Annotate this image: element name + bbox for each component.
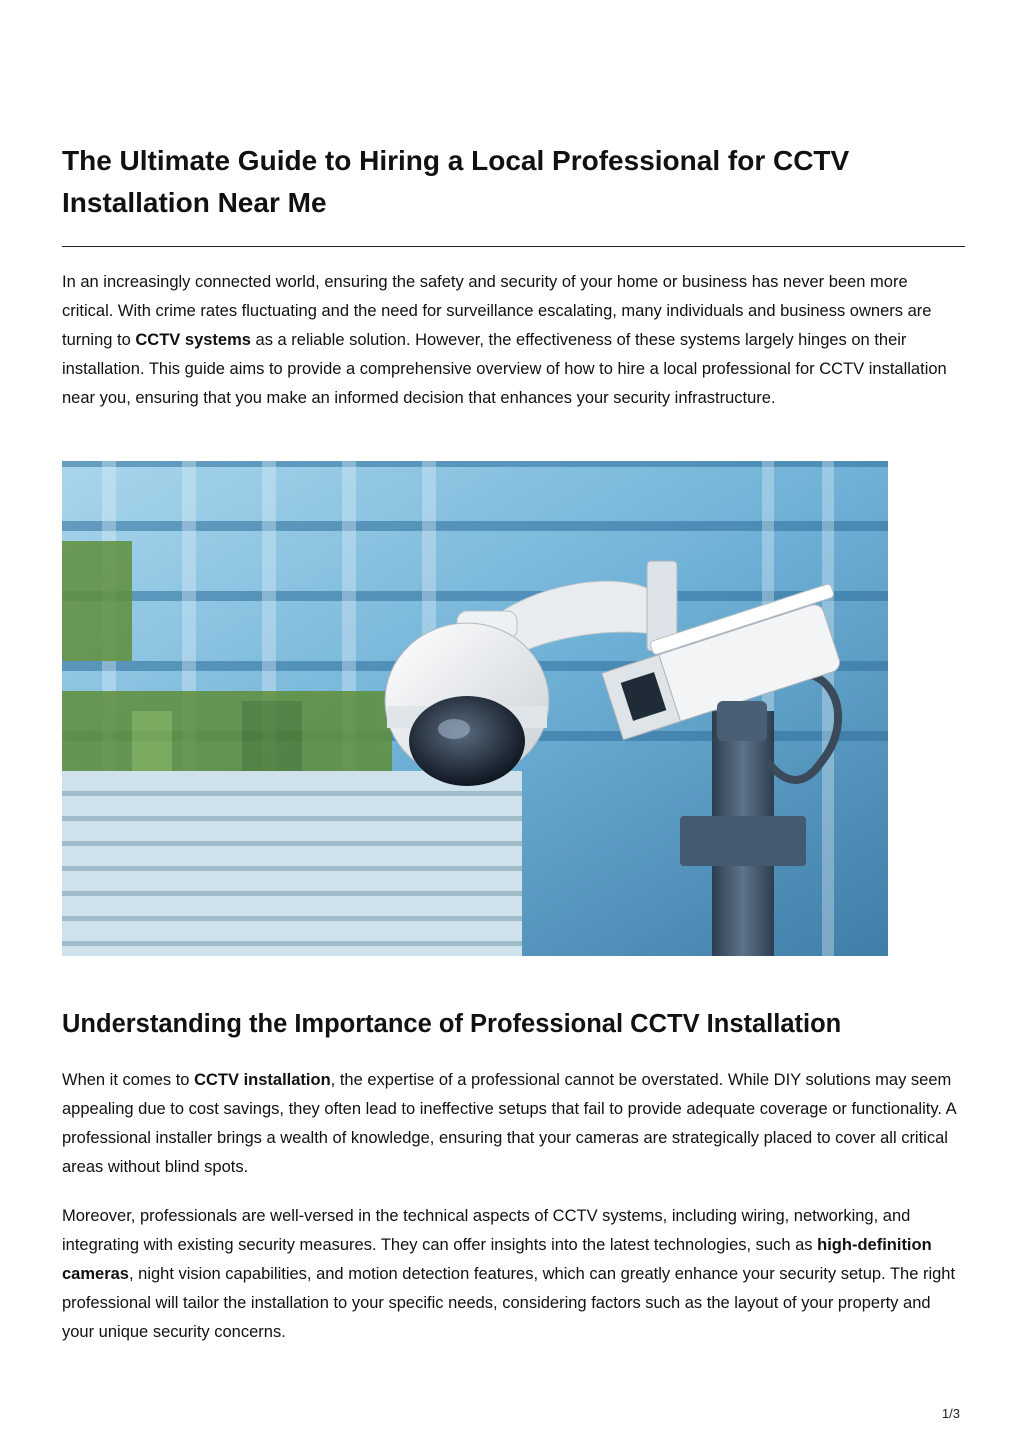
page-number: 1/3: [941, 1406, 960, 1421]
section-p1-text-end: , the expertise of a professional cannot be overstated. While DIY solutions may seem appealing due to cost savings, they often lead to ineffective setups that fail to provide adequate coverage or functionality. A professional installer brings a wealth of knowledge, ensuring that your cameras are strategically placed to cover all critical areas without blind spots.: [62, 1071, 956, 1176]
section-paragraph-1: [62, 1066, 962, 1182]
section-p2-bold-term: high-definition cameras: [62, 1236, 932, 1283]
section-paragraph-2: [62, 1202, 962, 1347]
page-title: The Ultimate Guide to Hiring a Local Professional for CCTV Installation Near Me: [62, 145, 850, 218]
intro-text-start: In an increasingly connected world, ensuring the safety and security of your home or business has never been more critical. With crime rates fluctuating and the need for surveillance escalating, many individuals and business owners are turning to: [62, 273, 932, 349]
section-heading: Understanding the Importance of Professional CCTV Installation: [62, 1010, 842, 1038]
section-p1-bold-term: CCTV installation: [194, 1071, 331, 1089]
intro-bold-term: CCTV systems: [135, 331, 251, 349]
cctv-cameras-photo: [62, 461, 888, 956]
intro-text-end: as a reliable solution. However, the effectiveness of these systems largely hinges on their installation. This guide aims to provide a comprehensive overview of how to hire a local professional for CCTV installation near you, ensuring that you make an informed decision that enhances your security infrastructure.: [62, 331, 947, 407]
title-divider: [62, 246, 965, 247]
intro-paragraph: [62, 268, 962, 413]
section-p1-text-start: When it comes to: [62, 1071, 195, 1089]
section-p2-text-end: , night vision capabilities, and motion detection features, which can greatly enhance your security setup. The right professional will tailor the installation to your specific needs, considering factors such as the layout of your property and your unique security concerns.: [62, 1265, 956, 1341]
section-p2-text-start: Moreover, professionals are well-versed in the technical aspects of CCTV systems, including wiring, networking, and integrating with existing security measures. They can offer insights into the latest technologies, such as: [62, 1207, 911, 1254]
